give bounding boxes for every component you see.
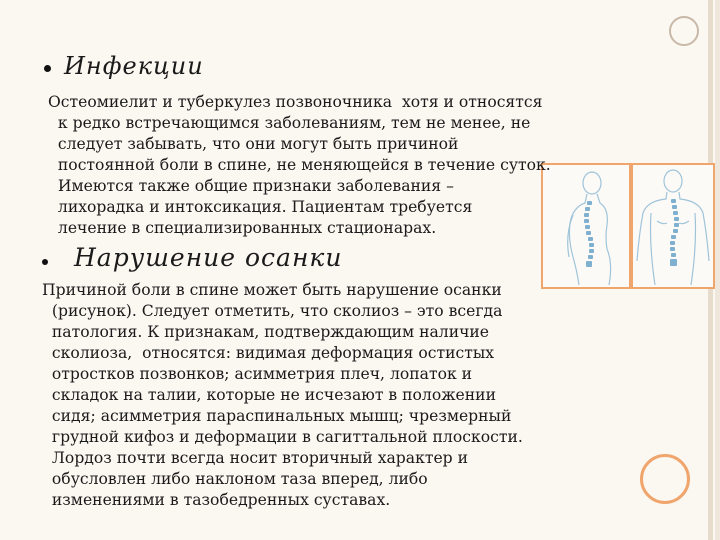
paragraph-line: грудной кифоз и деформации в сагиттальной плоскости.	[42, 428, 523, 446]
paragraph-line: к редко встречающимся заболеваниям, тем не менее, не	[48, 114, 531, 132]
spine-back-view-illustration	[633, 165, 713, 287]
paragraph-line: складок на талии, которые не исчезают в положении	[42, 386, 496, 404]
paragraph-line: лечение в специализированных стационарах.	[48, 219, 437, 237]
paragraph-line: сидя; асимметрия параспинальных мышц; чрезмерный	[42, 407, 512, 425]
paragraph-line: Имеются также общие признаки заболевания –	[48, 177, 454, 195]
paragraph-line: (рисунок). Следует отметить, что сколиоз – это всегда	[42, 302, 503, 320]
section1-heading: Инфекции	[64, 52, 204, 80]
paragraph-line: Лордоз почти всегда носит вторичный характер и	[42, 449, 469, 467]
figure-spine-back	[631, 163, 715, 289]
paragraph-line: патология. К признакам, подтверждающим наличие	[42, 323, 490, 341]
paragraph-line: следует забывать, что они могут быть причиной	[48, 135, 459, 153]
paragraph-line: Остеомиелит и туберкулез позвоночника хотя и относятся	[48, 93, 543, 111]
section2-heading: Нарушение осанки	[74, 243, 343, 272]
figure-spine-side	[541, 163, 631, 289]
spine-side-view-illustration	[543, 165, 629, 287]
paragraph-line: изменениями в тазобедренных суставах.	[42, 491, 391, 509]
decorative-circle-bottom	[640, 454, 690, 504]
paragraph-line: постоянной боли в спине, не меняющейся в течение суток.	[48, 156, 551, 174]
paragraph-line: отростков позвонков; асимметрия плеч, лопаток и	[42, 365, 473, 383]
paragraph-line: обусловлен либо наклоном таза вперед, либо	[42, 470, 428, 488]
paragraph-line: Причиной боли в спине может быть нарушение осанки	[42, 281, 502, 299]
bullet-section1	[44, 65, 51, 72]
paragraph-line: сколиоза, относятся: видимая деформация остистых	[42, 344, 495, 362]
bullet-section2	[42, 259, 48, 265]
paragraph-line: лихорадка и интоксикация. Пациентам требуется	[48, 198, 473, 216]
decorative-circle-top	[669, 16, 699, 46]
